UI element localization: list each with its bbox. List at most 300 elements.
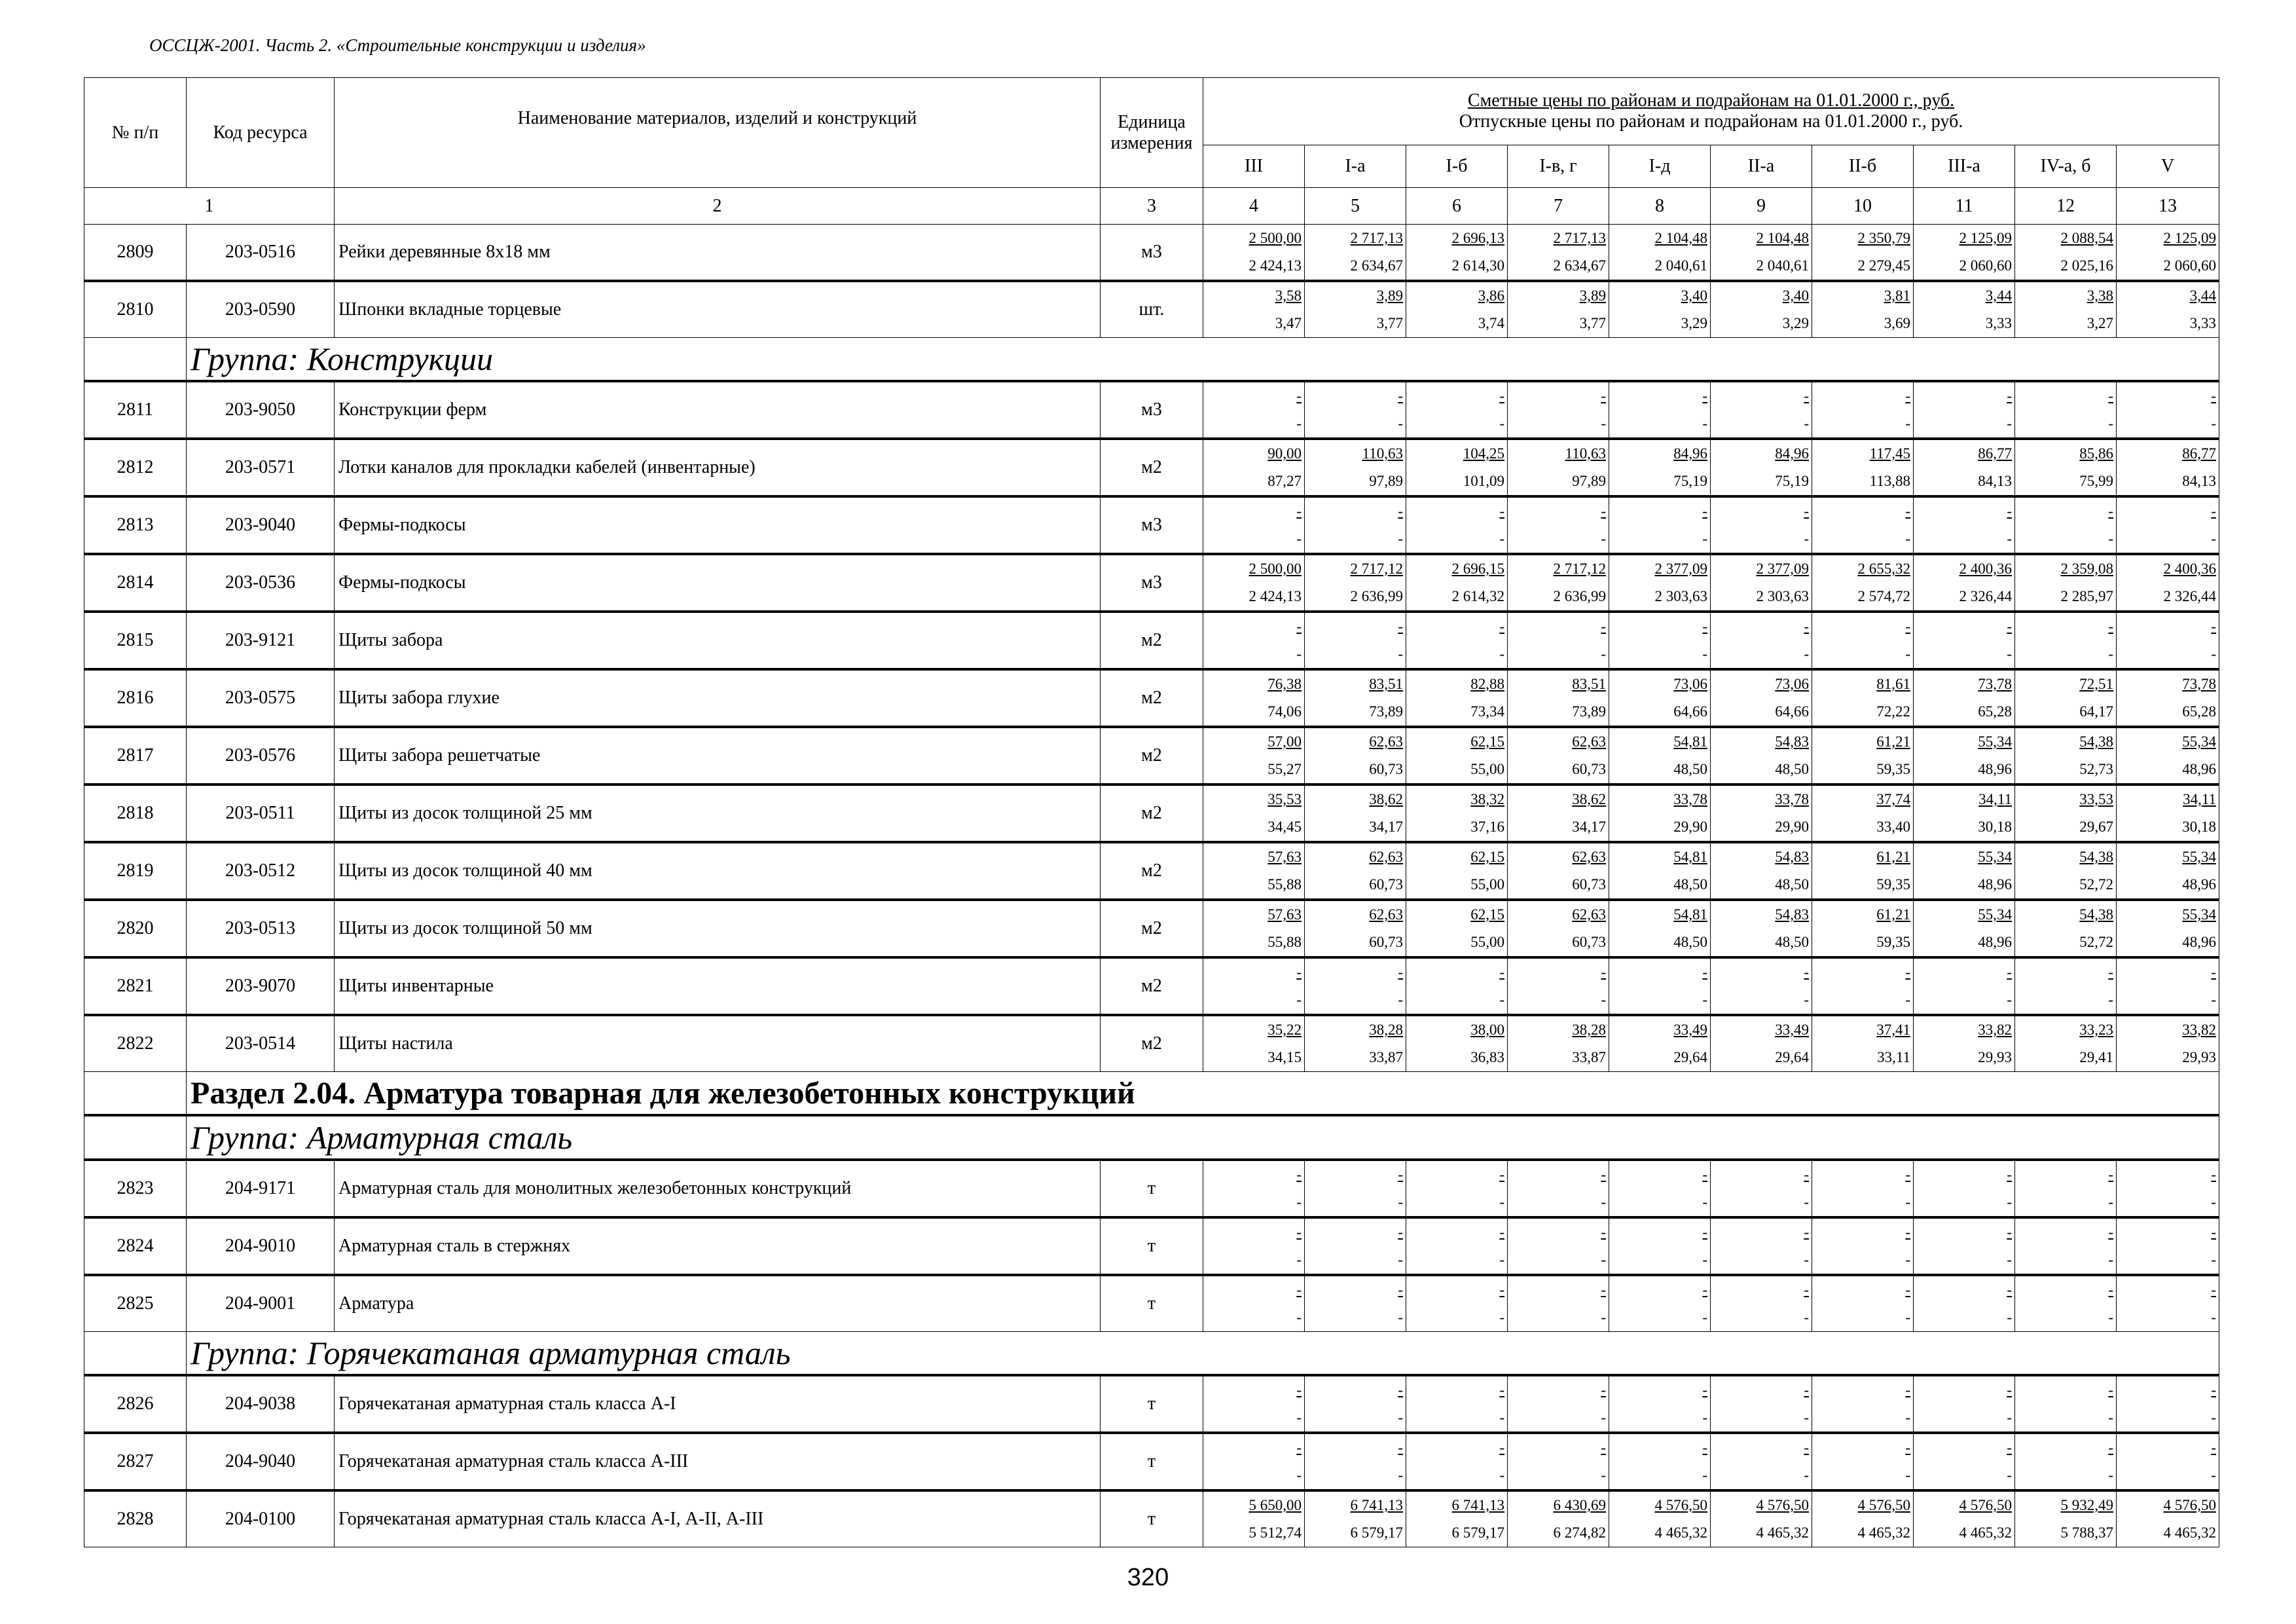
price-cell [1609,1433,1711,1490]
unit: м2 [1101,1015,1203,1072]
release-price: 3,74 [1478,315,1504,331]
price-cell [1609,669,1711,727]
estimated-price-value: 33,53 [2079,791,2113,807]
release-price: 48,50 [1775,934,1809,950]
release-price: 33,11 [1877,1049,1910,1065]
release-price: - [1398,1409,1403,1426]
estimated-price-value: 33,49 [1775,1022,1809,1038]
price-cell [1305,1490,1406,1547]
release-price: 2 040,61 [1756,257,1809,274]
unit: м3 [1101,381,1203,439]
release-price: 3,77 [1579,315,1606,331]
group-row [84,338,2219,382]
price-cell [1609,842,1711,900]
resource-code: 204-9010 [187,1217,335,1275]
estimated-price-value: - [1601,1282,1606,1298]
release-price: 101,09 [1463,473,1504,489]
price-cell [1914,1015,2015,1072]
release-price: - [1804,1309,1809,1325]
table-row [84,1490,2219,1547]
estimated-price-value: - [2108,618,2113,635]
group-title-cell [187,338,2219,382]
estimated-price-value: - [1398,503,1403,519]
price-cell [1914,612,2015,669]
price-cell [1812,784,1914,842]
estimated-price-value: - [2007,964,2012,980]
estimated-price [1812,1016,1913,1044]
release-price: - [1905,415,1910,432]
estimated-price-value: 35,53 [1267,791,1302,807]
release-price: 65,28 [1978,703,2012,720]
release-price: - [1601,1409,1606,1426]
estimated-price [1711,786,1812,813]
estimated-price [1305,1434,1406,1462]
row-number: 2816 [84,669,187,727]
estimated-price-value: 55,34 [1978,733,2012,750]
row-number: 2821 [84,957,187,1015]
price-cell [1406,900,1508,957]
release-price: 2 614,32 [1451,588,1504,604]
item-name: Щиты настила [335,1015,1101,1072]
release-price: - [1398,991,1403,1008]
estimated-price [2015,1161,2116,1189]
unit: м2 [1101,612,1203,669]
estimated-price-value: 72,51 [2079,676,2113,692]
estimated-price [1406,440,1507,468]
estimated-price-value: - [1601,1224,1606,1240]
estimated-price-value: 81,61 [1876,676,1910,692]
estimated-price-value: 2 655,32 [1857,561,1910,577]
release-price: 34,17 [1369,819,1403,835]
estimated-price [1406,843,1507,871]
estimated-price [1305,282,1406,310]
release-price: 64,66 [1673,703,1707,720]
release-price: 60,73 [1369,761,1403,777]
release-price: 84,13 [1978,473,2012,489]
estimated-price [2015,613,2116,640]
estimated-price-value: 54,38 [2079,733,2113,750]
row-number: 2819 [84,842,187,900]
unit: м2 [1101,669,1203,727]
price-cell [1609,1160,1711,1217]
resource-code: 203-9070 [187,957,335,1015]
estimated-price [1305,671,1406,698]
release-price: 60,73 [1572,761,1606,777]
release-price: 48,96 [1978,876,2012,893]
estimated-price [1914,901,2014,929]
price-cell [1914,554,2015,612]
price-cell [2015,784,2117,842]
release-price: - [1296,415,1302,432]
release-price: - [2211,1467,2217,1483]
estimated-price-value: 54,81 [1673,906,1707,923]
column-number: 8 [1609,188,1711,225]
estimated-price-value: - [1702,964,1707,980]
unit: т [1101,1433,1203,1490]
estimated-price [1711,1276,1812,1304]
estimated-price [1406,728,1507,756]
price-cell [1508,1375,1609,1433]
item-name: Арматурная сталь для монолитных железобетонных конструкций [335,1160,1101,1217]
release-price: 2 614,30 [1451,257,1504,274]
release-price: 48,50 [1775,761,1809,777]
resource-code: 203-0512 [187,842,335,900]
estimated-price [1609,282,1710,310]
price-cell [1609,439,1711,496]
running-header: ОССЦЖ-2001. Часть 2. «Строительные конструкции и изделия» [149,35,646,55]
price-cell [1406,439,1508,496]
estimated-price [1508,1016,1609,1044]
estimated-price [1508,1434,1609,1462]
estimated-price [2117,959,2219,986]
estimated-price-value: 2 696,15 [1451,561,1504,577]
estimated-price [1508,1276,1609,1304]
release-price: - [2007,530,2012,547]
estimated-price-value: - [1296,388,1302,404]
price-cell [1203,225,1305,282]
release-price: 4 465,32 [2163,1524,2217,1541]
estimated-price-value: 62,63 [1572,849,1606,865]
estimated-price [1305,555,1406,583]
estimated-price [1812,1434,1913,1462]
price-cell [1609,900,1711,957]
column-number: 9 [1711,188,1812,225]
estimated-price [1406,1161,1507,1189]
release-price: 72,22 [1876,703,1910,720]
table-row [84,1160,2219,1217]
estimated-price-value: 84,96 [1775,445,1809,462]
release-price: - [1804,1251,1809,1268]
header-prices-estimated: Сметные цены по районам и подрайонам на 01.01.2000 г., руб. [1467,90,1955,111]
price-cell [1305,784,1406,842]
estimated-price [2117,671,2219,698]
release-price: 4 465,32 [1857,1524,1910,1541]
estimated-price-value: 37,74 [1876,791,1910,807]
estimated-price [2015,786,2116,813]
estimated-price [2117,786,2219,813]
release-price: 60,73 [1369,876,1403,893]
release-price: 2 285,97 [2060,588,2113,604]
price-cell [2117,1433,2219,1490]
estimated-price [1711,671,1812,698]
resource-code: 203-9040 [187,496,335,554]
estimated-price-value: 4 576,50 [1857,1497,1910,1513]
release-price: 60,73 [1572,876,1606,893]
estimated-price-value: - [1296,1224,1302,1240]
estimated-price-value: 61,21 [1876,733,1910,750]
unit: м2 [1101,784,1203,842]
estimated-price [1711,1434,1812,1462]
release-price: 2 326,44 [1959,588,2012,604]
estimated-price-value: 3,86 [1478,287,1504,304]
price-cell [1508,784,1609,842]
estimated-price-value: 73,06 [1673,676,1707,692]
estimated-price [1203,440,1304,468]
price-cell [1609,381,1711,439]
price-cell [2117,900,2219,957]
estimated-price-value: - [2211,618,2217,635]
estimated-price [1406,282,1507,310]
price-cell [1305,1217,1406,1275]
price-cell [1914,842,2015,900]
item-name: Щиты инвентарные [335,957,1101,1015]
estimated-price [1203,1161,1304,1189]
estimated-price-value: 54,38 [2079,906,2113,923]
group-title: Группа: Горячекатаная арматурная сталь [191,1335,791,1371]
release-price: 33,40 [1876,819,1910,835]
release-price: 4 465,32 [1654,1524,1707,1541]
estimated-price-value: 110,63 [1362,445,1403,462]
estimated-price-value: - [1702,503,1707,519]
release-price: 55,00 [1470,761,1504,777]
price-cell [1609,554,1711,612]
estimated-price [1914,555,2014,583]
estimated-price-value: 110,63 [1565,445,1606,462]
estimated-price-value: 2 377,09 [1756,561,1809,577]
estimated-price [1914,1219,2014,1246]
price-cell [1609,1015,1711,1072]
price-cell [1203,496,1305,554]
estimated-price [2117,1016,2219,1044]
table-row [84,612,2219,669]
region-header: I-д [1609,145,1711,188]
estimated-price [1203,901,1304,929]
release-price: - [2108,1251,2113,1268]
estimated-price [1305,959,1406,986]
price-cell [2117,957,2219,1015]
estimated-price [1203,1492,1304,1519]
estimated-price [1406,382,1507,410]
item-name: Лотки каналов для прокладки кабелей (инвентарные) [335,439,1101,496]
unit: м2 [1101,842,1203,900]
column-number: 10 [1812,188,1914,225]
price-cell [1609,1490,1711,1547]
estimated-price-value: 3,40 [1681,287,1707,304]
release-price: - [1702,1467,1707,1483]
estimated-price-value: - [1905,618,1910,635]
release-price: 48,50 [1673,876,1707,893]
release-price: 73,89 [1369,703,1403,720]
estimated-price [1609,613,1710,640]
release-price: - [2108,991,2113,1008]
price-cell [1508,957,1609,1015]
estimated-price-value: - [1398,1282,1403,1298]
estimated-price [2117,555,2219,583]
estimated-price-value: 4 576,50 [1756,1497,1809,1513]
price-cell [2117,1217,2219,1275]
estimated-price [1609,901,1710,929]
unit: м3 [1101,554,1203,612]
row-number: 2811 [84,381,187,439]
estimated-price [2015,498,2116,525]
release-price: 48,50 [1673,934,1707,950]
price-cell [1711,225,1812,282]
estimated-price [2015,843,2116,871]
price-cell [1203,612,1305,669]
release-price: 29,64 [1673,1049,1707,1065]
unit: м3 [1101,225,1203,282]
estimated-price-value: 54,83 [1775,906,1809,923]
price-cell [1914,669,2015,727]
row-number: 2828 [84,1490,187,1547]
resource-code: 204-9171 [187,1160,335,1217]
unit: м2 [1101,727,1203,784]
price-cell [1203,784,1305,842]
price-cell [1406,1217,1508,1275]
price-cell [1508,1217,1609,1275]
header-code: Код ресурса [187,78,335,188]
estimated-price-value: 62,63 [1572,906,1606,923]
release-price: - [2108,1309,2113,1325]
price-cell [1609,612,1711,669]
estimated-price-value: 55,34 [2182,906,2217,923]
price-cell [2117,1275,2219,1332]
price-cell [1812,1490,1914,1547]
price-cell [2117,554,2219,612]
release-price: - [1296,1309,1302,1325]
estimated-price [1203,555,1304,583]
release-price: 75,99 [2079,473,2113,489]
price-cell [1812,1160,1914,1217]
release-price: 75,19 [1673,473,1707,489]
release-price: 55,88 [1267,934,1302,950]
estimated-price [1609,225,1710,252]
estimated-price-value: - [2108,964,2113,980]
price-cell [1812,842,1914,900]
estimated-price-value: - [2108,1282,2113,1298]
price-cell [1305,496,1406,554]
price-cell [1203,669,1305,727]
estimated-price [1609,1219,1710,1246]
release-price: - [1702,1251,1707,1268]
estimated-price-value: 2 104,48 [1654,230,1707,246]
estimated-price [1609,498,1710,525]
price-cell [1305,669,1406,727]
estimated-price [1812,1276,1913,1304]
release-price: 113,88 [1869,473,1910,489]
price-cell [1914,1490,2015,1547]
release-price: - [1499,1251,1504,1268]
table-row [84,784,2219,842]
release-price: - [1296,991,1302,1008]
estimated-price-value: 61,21 [1876,906,1910,923]
estimated-price-value: - [1804,964,1809,980]
estimated-price-value: 3,58 [1275,287,1302,304]
release-price: - [1905,1467,1910,1483]
region-header: I-а [1305,145,1406,188]
estimated-price-value: 2 717,12 [1553,561,1606,577]
estimated-price-value: 38,62 [1369,791,1403,807]
row-number: 2820 [84,900,187,957]
unit: т [1101,1275,1203,1332]
estimated-price [2117,1276,2219,1304]
estimated-price [1406,671,1507,698]
release-price: 59,35 [1876,876,1910,893]
header-unit: Единица измерения [1101,78,1203,188]
item-name: Горячекатаная арматурная сталь класса А-I [335,1375,1101,1433]
release-price: 84,13 [2182,473,2217,489]
release-price: - [1296,1194,1302,1210]
price-cell [1711,496,1812,554]
row-number: 2824 [84,1217,187,1275]
resource-code: 204-9038 [187,1375,335,1433]
price-cell [2117,1375,2219,1433]
estimated-price [1406,225,1507,252]
estimated-price-value: - [2007,618,2012,635]
estimated-price-value: 2 717,13 [1350,230,1403,246]
release-price: 65,28 [2182,703,2217,720]
release-price: - [1702,1409,1707,1426]
estimated-price-value: - [1905,1439,1910,1456]
estimated-price [2015,728,2116,756]
page-number: 320 [1127,1564,1169,1591]
price-cell [2015,957,2117,1015]
estimated-price [1812,440,1913,468]
estimated-price-value: - [1499,503,1504,519]
estimated-price-value: 54,83 [1775,849,1809,865]
release-price: - [1601,1194,1606,1210]
estimated-price [2117,1492,2219,1519]
price-cell [1914,900,2015,957]
price-cell [1406,612,1508,669]
release-price: - [1601,991,1606,1008]
price-cell [1711,1217,1812,1275]
price-cell [1812,225,1914,282]
estimated-price [1508,671,1609,698]
release-price: - [1398,1467,1403,1483]
table-row [84,439,2219,496]
section-spacer [84,1072,187,1116]
estimated-price [1711,728,1812,756]
release-price: 30,18 [2182,819,2217,835]
price-cell [1711,1160,1812,1217]
price-cell [1305,381,1406,439]
estimated-price [2015,440,2116,468]
price-cell [1305,1015,1406,1072]
estimated-price-value: - [1905,1224,1910,1240]
release-price: 29,67 [2079,819,2113,835]
column-number: 12 [2015,188,2117,225]
estimated-price-value: - [1499,1382,1504,1398]
estimated-price-value: 2 125,09 [2163,230,2217,246]
estimated-price [1406,1016,1507,1044]
estimated-price-value: 2 104,48 [1756,230,1809,246]
estimated-price-value: - [1296,1439,1302,1456]
resource-code: 203-0576 [187,727,335,784]
row-number: 2814 [84,554,187,612]
release-price: 2 326,44 [2163,588,2217,604]
unit: т [1101,1217,1203,1275]
estimated-price [1305,225,1406,252]
estimated-price-value: - [1804,503,1809,519]
price-cell [1711,1375,1812,1433]
price-cell [2015,225,2117,282]
price-cell [1711,842,1812,900]
estimated-price [2015,901,2116,929]
release-price: - [1905,646,1910,662]
release-price: - [1499,991,1504,1008]
estimated-price [1609,382,1710,410]
header-name: Наименование материалов, изделий и конструкций [335,78,1101,188]
estimated-price [1914,728,2014,756]
release-price: 2 424,13 [1248,257,1302,274]
estimated-price [1305,440,1406,468]
estimated-price-value: - [1601,388,1606,404]
estimated-price-value: - [1601,1382,1606,1398]
estimated-price-value: - [2211,1224,2217,1240]
estimated-price [1711,440,1812,468]
price-cell [2117,281,2219,338]
